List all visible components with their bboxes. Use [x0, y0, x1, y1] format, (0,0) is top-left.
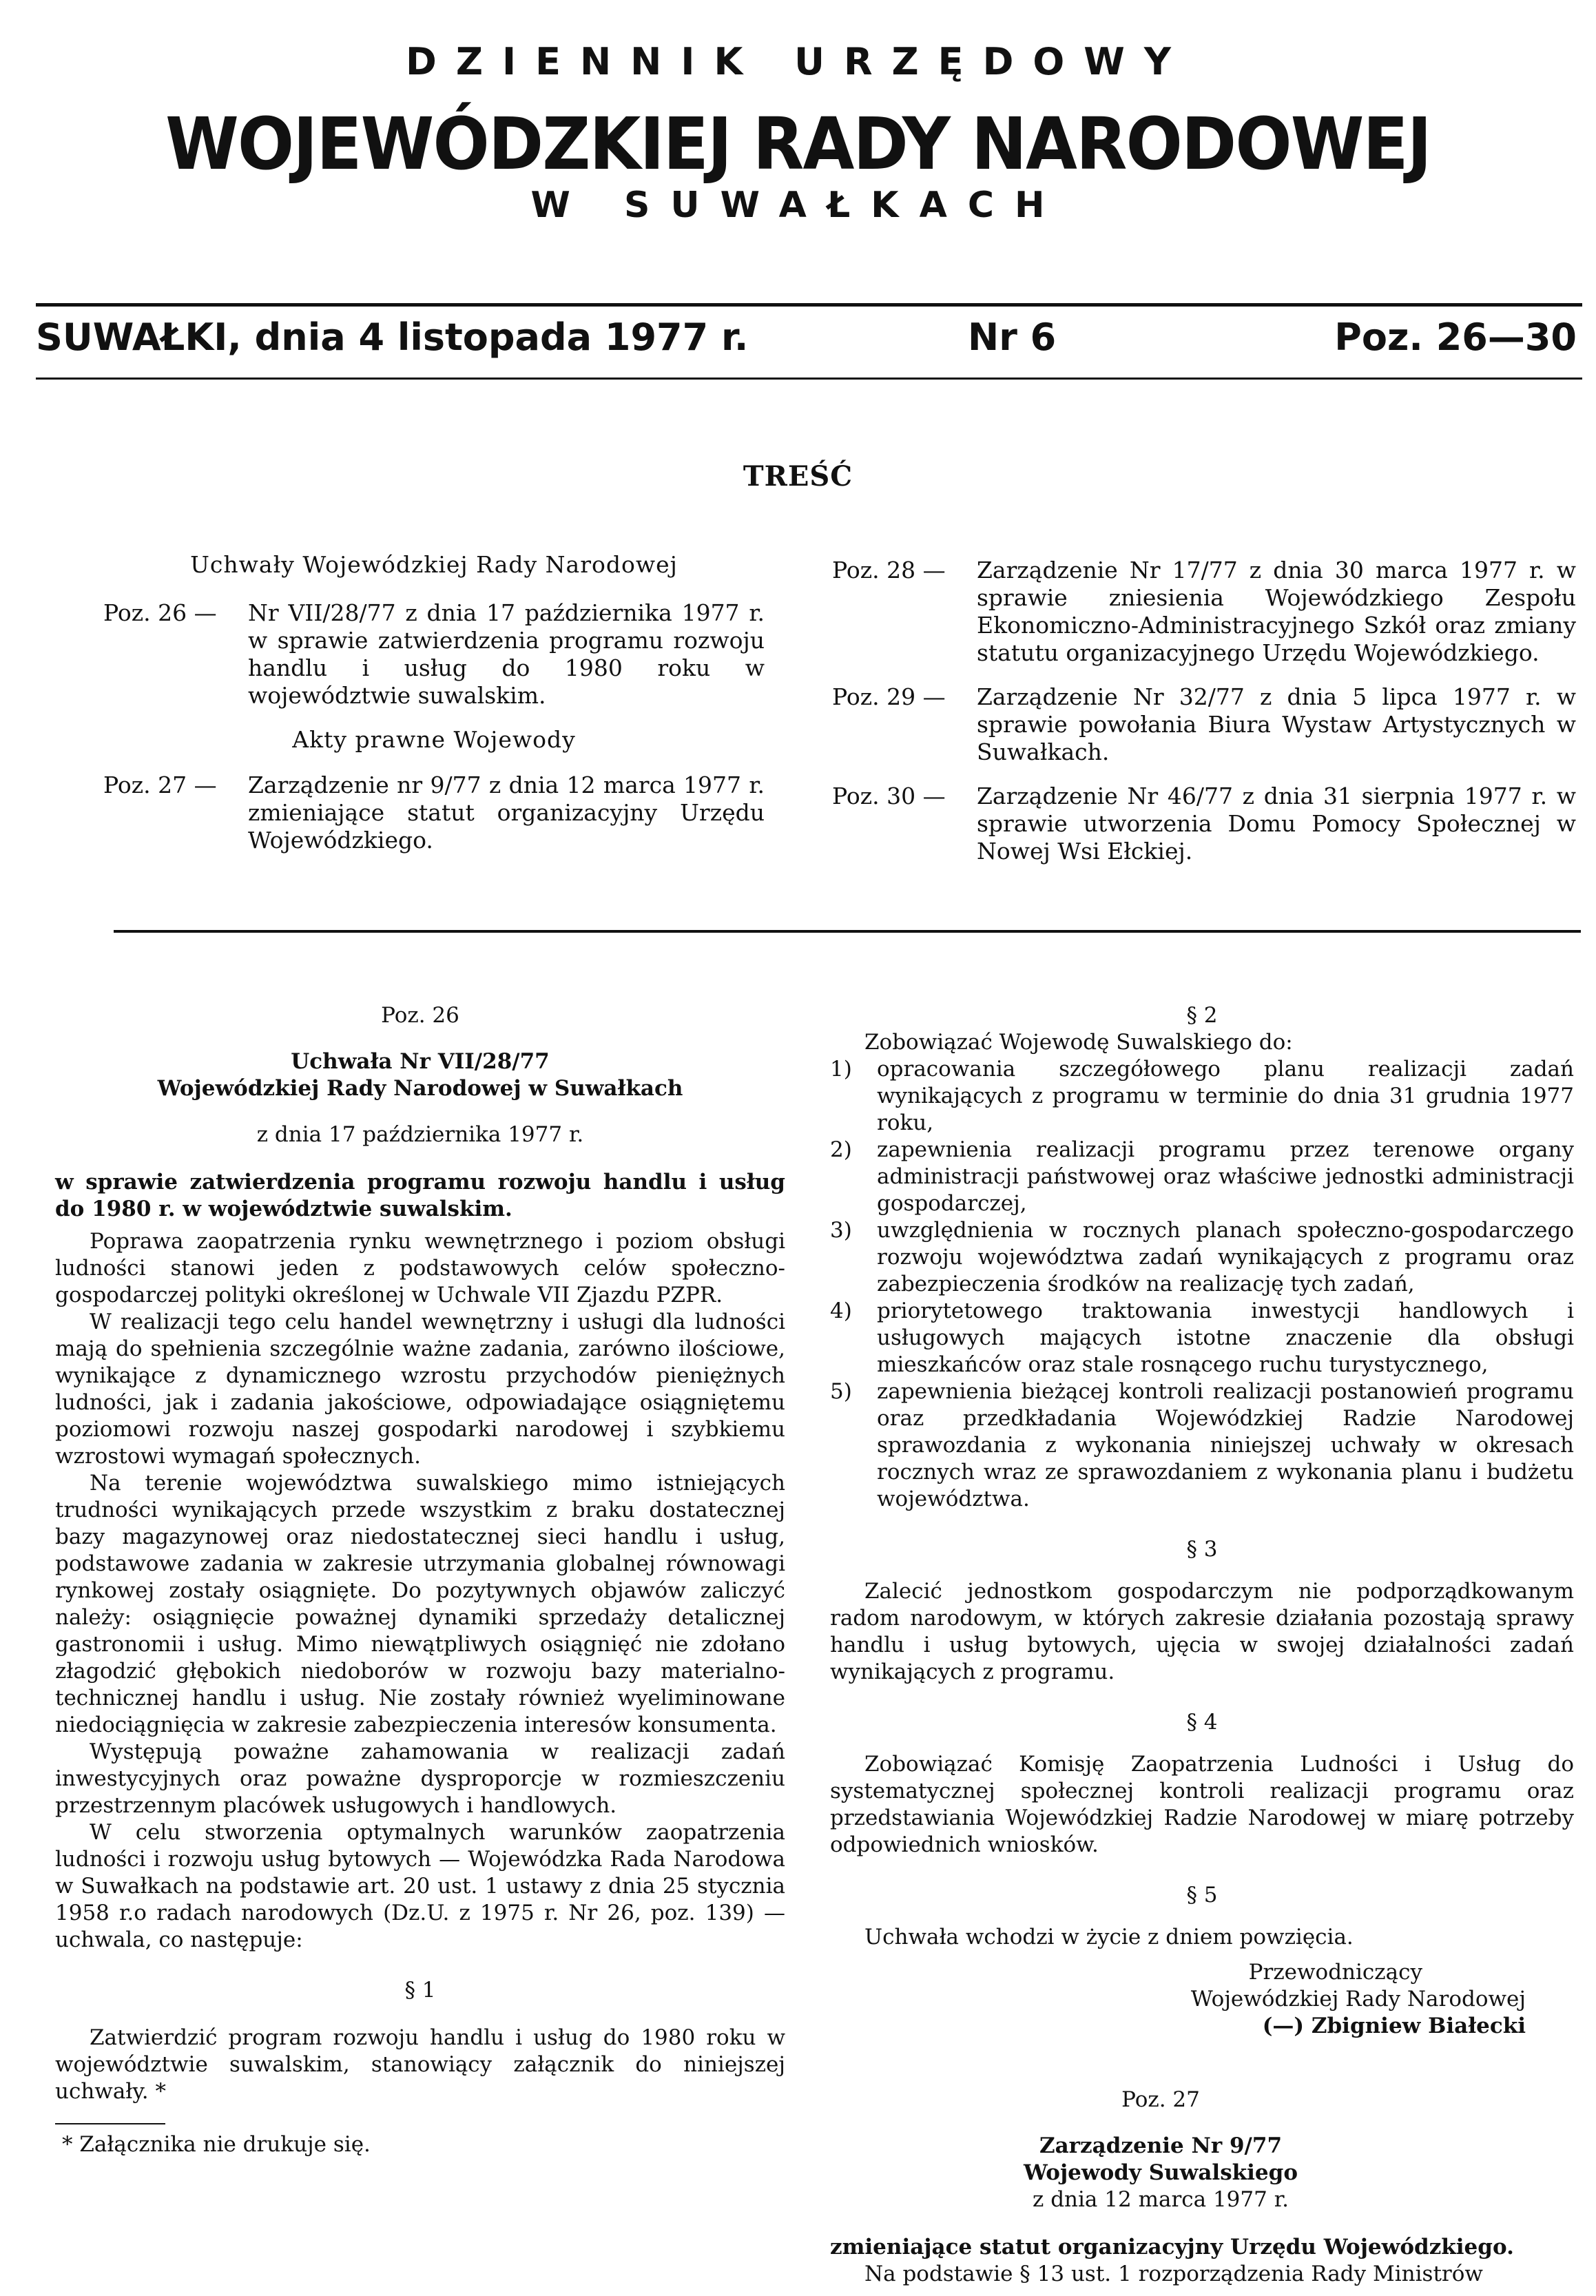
obligation-number: 3): [830, 1218, 852, 1243]
toc-item-text: Zarządzenie Nr 32/77 z dnia 5 lipca 1977 r. w sprawie powołania Biura Wystaw Artystycznych w Suwałkach.: [977, 683, 1576, 765]
obligation-text: priorytetowego traktowania inwestycji handlowych i usługowych mających istotne znaczenie dla obsługi mieszkańców oraz stale rosnącego ruchu turystycznego,: [877, 1299, 1574, 1377]
signature-name: (—) Zbigniew Białecki: [1262, 2014, 1526, 2038]
obligation-number: 4): [830, 1299, 852, 1323]
toc-item-text: Zarządzenie Nr 17/77 z dnia 30 marca 1977 r. w sprawie zniesienia Wojewódzkiego Zespołu Ekonomiczno-Administracyjnego Szkół oraz zmiany statutu organizacyjnego Urzędu Wojewódzkiego.: [977, 557, 1576, 666]
toc-item-number: Poz. 27 —: [103, 772, 217, 798]
section-mark: § 2: [1186, 1003, 1218, 1028]
obligation-text: zapewnienia realizacji programu przez terenowe organy administracji państwowej oraz właściwe jednostki administracji gospodarczej,: [877, 1137, 1574, 1216]
resolution-title: Uchwała Nr VII/28/77: [291, 1049, 550, 1074]
obligation-item: [830, 1298, 1574, 1378]
paragraph: Zatwierdzić program rozwoju handlu i usług do 1980 roku w województwie suwalskim, stanowiący załącznik do niniejszej uchwały. *: [55, 2025, 785, 2104]
toc-item-number: Poz. 29 —: [832, 683, 946, 710]
masthead-line1: DZIENNIK URZĘDOWY: [406, 40, 1190, 83]
signature-role: Przewodniczący: [1248, 1960, 1422, 1985]
footnote-rule: [55, 2123, 165, 2124]
paragraph: Na terenie województwa suwalskiego mimo istniejących trudności wynikających przede wszystkim z braku dostatecznej bazy magazynowej oraz niedostatecznej sieci handlu i usług, podstawowe zadania w zakresie utrzymania globalnej równowagi rynkowej zostały osiągnięte. Do pozytywnych objawów zaliczyć należy: osiągnięcie poważnej dynamiki sprzedaży detalicznej gastronomii i usług. Mimo niewątpliwych osiągnięć nie zdołano złagodzić głębokich niedoborów w rozwoju bazy materialno-technicznej handlu i usług. Nie zostały również wyeliminowane niedociągnięcia w zakresie zabezpieczenia interesów konsumenta.: [55, 1471, 785, 1737]
toc-item[interactable]: [832, 557, 1576, 667]
toc-item-text: Nr VII/28/77 z dnia 17 października 1977 r. w sprawie zatwierdzenia programu rozwoju handlu i usług do 1980 roku w województwie suwalskim.: [248, 599, 765, 709]
toc-item-number: Poz. 28 —: [832, 557, 946, 583]
divider: [36, 378, 1582, 380]
obligation-item: [830, 1217, 1574, 1298]
position-number: Poz. 27: [1121, 2087, 1200, 2112]
toc-item-number: Poz. 26 —: [103, 599, 217, 626]
section-mark: § 3: [1186, 1537, 1218, 1562]
resolution-subject: w sprawie zatwierdzenia programu rozwoju handlu i usług do 1980 r. w województwie suwalskim.: [55, 1170, 785, 1221]
obligation-text: opracowania szczegółowego planu realizacji zadań wynikających z programu w terminie do dnia 31 grudnia 1977 roku,: [877, 1057, 1574, 1135]
paragraph: Występują poważne zahamowania w realizacji zadań inwestycyjnych oraz poważne dysproporcje w rozmieszczeniu przestrzennym placówek usługowych i handlowych.: [55, 1739, 785, 1818]
toc-heading: Uchwały Wojewódzkiej Rady Narodowej: [190, 551, 678, 578]
toc-right-column: [832, 557, 1576, 882]
order-issuer: Wojewody Suwalskiego: [1023, 2160, 1298, 2185]
resolution-issuer: Wojewódzkiej Rady Narodowej w Suwałkach: [157, 1076, 683, 1101]
masthead-title: WOJEWÓDZKIEJ RADY NARODOWEJ: [165, 102, 1431, 186]
obligation-item: [830, 1056, 1574, 1137]
issue-positions: Poz. 26—30: [1334, 316, 1577, 359]
toc-item-text: Zarządzenie Nr 46/77 z dnia 31 sierpnia 1977 r. w sprawie utworzenia Domu Pomocy Społecznej w Nowej Wsi Ełckiej.: [977, 783, 1576, 865]
issue-date: SUWAŁKI, dnia 4 listopada 1977 r.: [36, 316, 749, 359]
obligation-item: [830, 1378, 1574, 1513]
toc-item-text: Zarządzenie nr 9/77 z dnia 12 marca 1977 r. zmieniające statut organizacyjny Urzędu Wojewódzkiego.: [248, 772, 765, 854]
order-subject: zmieniające statut organizacyjny Urzędu Wojewódzkiego.: [830, 2235, 1514, 2259]
section-mark: § 5: [1186, 1883, 1218, 1907]
toc-item[interactable]: [103, 772, 765, 854]
paragraph: Zalecić jednostkom gospodarczym nie podporządkowanym radom narodowym, w których zakresie działania pozostają sprawy handlu i usług bytowych, ujęcia w swojej działalności zadań wynikających z programu.: [830, 1579, 1574, 1684]
paragraph: W celu stworzenia optymalnych warunków zaopatrzenia ludności i rozwoju usług bytowych — Wojewódzka Rada Narodowa w Suwałkach na podstawie art. 20 ust. 1 ustawy z dnia 25 stycznia 1958 r.o radach narodowych (Dz.U. z 1975 r. Nr 26, poz. 139) — uchwala, co następuje:: [55, 1820, 785, 1952]
obligation-number: 2): [830, 1137, 852, 1162]
obligation-number: 1): [830, 1057, 852, 1082]
paragraph: Poprawa zaopatrzenia rynku wewnętrznego i poziom obsługi ludności stanowi jeden z podstawowych celów społeczno-gospodarczej polityki określonej w Uchwale VII Zjazdu PZPR.: [55, 1229, 785, 1307]
issue-number: Nr 6: [968, 316, 1057, 359]
section-mark: § 4: [1186, 1710, 1218, 1735]
resolution-date: z dnia 17 października 1977 r.: [256, 1122, 584, 1147]
section-mark: § 1: [404, 1978, 436, 2003]
paragraph: W realizacji tego celu handel wewnętrzny i usługi dla ludności mają do spełnienia szczególnie ważne zadania, zarówno ilościowe, wynikające z dynamicznego wzrostu przychodów pieniężnych ludności, jak i zadania jakościowe, odpowiadające osiągniętemu poziomowi rozwoju naszej gospodarki narodowej i szybkiemu wzrostowi wymagań społecznych.: [55, 1310, 785, 1469]
masthead-city: W SUWAŁKACH: [530, 185, 1066, 226]
toc-subheading: Akty prawne Wojewody: [292, 726, 576, 753]
toc-item[interactable]: [832, 783, 1576, 865]
obligation-text: uwzględnienia w rocznych planach społeczno-gospodarczego rozwoju województwa zadań wynikających z programu oraz zabezpieczenia środków na realizację tych zadań,: [877, 1218, 1574, 1296]
obligation-item: [830, 1137, 1574, 1217]
obligation-text: zapewnienia bieżącej kontroli realizacji postanowień programu oraz przedkładania Wojewódzkiej Radzie Narodowej sprawozdania z wykonania niniejszej uchwały w okresach rocznych wraz ze sprawozdaniem z wykonania planu i budżetu województwa.: [877, 1379, 1574, 1511]
toc-item[interactable]: [103, 599, 765, 710]
paragraph: Na podstawie § 13 ust. 1 rozporządzenia Rady Ministrów: [864, 2262, 1483, 2286]
order-title: Zarządzenie Nr 9/77: [1039, 2133, 1283, 2158]
paragraph: Uchwała wchodzi w życie z dniem powzięcia.: [864, 1925, 1354, 1949]
paragraph: Zobowiązać Komisję Zaopatrzenia Ludności i Usług do systematycznej społecznej kontroli realizacji programu oraz przedstawiania Wojewódzkiej Radzie Narodowej w miarę potrzeby odpowiednich wniosków.: [830, 1752, 1574, 1857]
divider: [114, 930, 1581, 933]
signature-block: [830, 1959, 1574, 2040]
toc-item[interactable]: [832, 683, 1576, 766]
order-date: z dnia 12 marca 1977 r.: [1033, 2187, 1289, 2212]
signature-body: Wojewódzkiej Rady Narodowej: [1190, 1987, 1526, 2011]
obligation-list: [830, 1056, 1574, 1513]
paragraph: Zobowiązać Wojewodę Suwalskiego do:: [864, 1030, 1293, 1055]
left-column: [55, 1002, 785, 2158]
right-column: [830, 1002, 1574, 2288]
footnote: * Załącznika nie drukuje się.: [62, 2132, 371, 2157]
toc-item-number: Poz. 30 —: [832, 783, 946, 809]
position-number: Poz. 26: [381, 1003, 459, 1028]
obligation-number: 5): [830, 1379, 852, 1404]
divider: [36, 303, 1582, 307]
toc-left-column: [103, 551, 765, 871]
toc-title: TREŚĆ: [743, 460, 853, 493]
